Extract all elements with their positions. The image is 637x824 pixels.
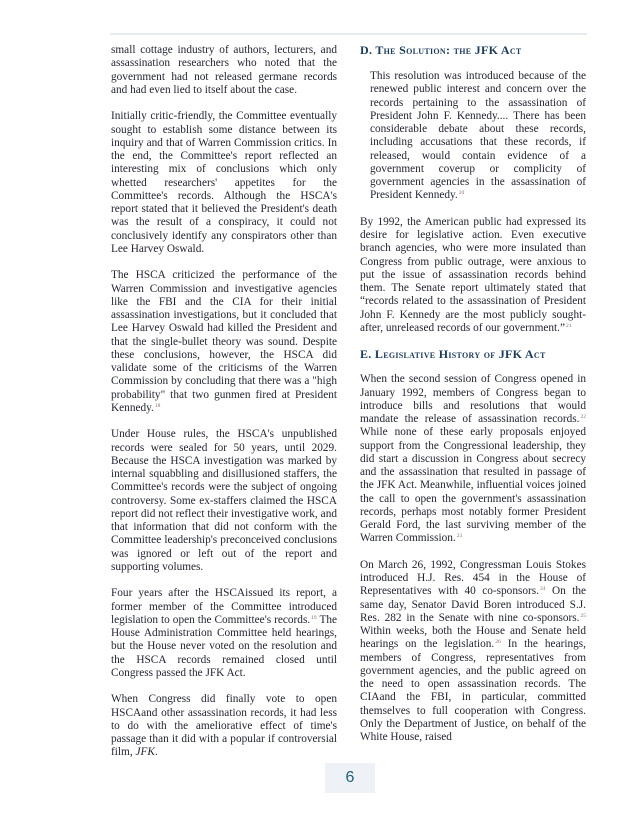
paragraph-text: Within weeks, both the House and Senate held hearings on the legislation. [360, 625, 586, 651]
paragraph-text: The House Administration Committee held hearings, but the House never voted on the resolution and the HSCA records remained closed until Congress passed the JFK Act. [111, 613, 338, 679]
paragraph-text: Four years after the HSCAissued its report, a former member of the Committee introduced legislation to open the Committee's records. [111, 587, 337, 626]
footnote-ref[interactable]: 22 [580, 414, 586, 420]
paragraph-text: In the hearings, members of Congress, representatives from government agencies, and the public agreed on the need to open assassination records. The CIAand the FBI, in particular, committed themselves to full cooperation with Congress. Only the Department of Justice, on behalf of the White House, raised [360, 638, 587, 743]
paragraph-text: When the second session of Congress opened in January 1992, members of Congress began to introduce bills and resolutions that would mandate the release of assassination records. [360, 373, 586, 425]
footnote-ref[interactable]: 19 [311, 614, 317, 621]
quote-text: This resolution was introduced because of the renewed public interest and concern over the records pertaining to the assassination of President John F. Kennedy.... There has been considerable debate about these records, including accusations that these records, if released, would contain evidence of a government coverup or complicity of government agencies in the assassination of President Kennedy. [370, 70, 586, 202]
paragraph-end: . [154, 746, 158, 759]
block-quote [370, 70, 586, 203]
spacer [360, 361, 586, 373]
paragraph [360, 216, 586, 335]
footnote-ref[interactable]: 26 [495, 639, 501, 646]
paragraph: Under House rules, the HSCA's unpublished records were sealed for 50 years, until 2029. Because the HSCA investigation was marked by internal squabbling and disillusioned staffers, the Committee's records were the subject of ongoing controversy. Some ex-staffers claimed the HSCA report did not reflect their investigative work, and that information that did not conform with the Committee leadership's preconceived conclusions was ignored or left out of the report and supporting volumes. [111, 428, 337, 573]
paragraph-text: When Congress did finally vote to open HSCAand other assassination records, it had less to do with the ameliorative effect of time's passage than it did with a popular if controversial film, [111, 693, 337, 759]
footnote-ref[interactable]: 24 [540, 586, 546, 593]
paragraph: small cottage industry of authors, lecturers, and assassination researchers who noted that the government had not released germane records and had even lied to itself about the case. [111, 44, 337, 96]
paragraph [360, 559, 586, 745]
paragraph-text: While none of these early proposals enjoyed support from the Congressional leadership, they did start a discussion in Congress about secrecy and the assassination that resulted in passage of the JFK Act. Meanwhile, influential voices joined the call to open the government's assassination records, perhaps most notably former President Gerald Ford, the last surviving member of the Warren Commission. [360, 426, 586, 545]
right-column [360, 44, 586, 758]
section-heading-d: D. The Solution: the JFK Act [360, 43, 522, 57]
film-title: JFK [135, 746, 155, 759]
paragraph-text: On the same day, Senator David Boren introduced S.J. Res. 282 in the Senate with nine co-sponsors. [360, 585, 586, 624]
header-rule [110, 33, 587, 35]
paragraph: Initially critic-friendly, the Committee eventually sought to establish some distance between its inquiry and that of Warren Commission critics. In the end, the Committee's report reflected an interesting mix of conclusions which only whetted researchers' appetites for the Committee's records. Although the HSCA's report stated that it believed the President's death was the result of a conspiracy, it could not conclusively identify any conspirators other than Lee Harvey Oswald. [111, 110, 337, 255]
footnote-ref[interactable]: 23 [456, 533, 463, 540]
footnote-ref[interactable]: 21 [566, 322, 572, 329]
paragraph-text: On March 26, 1992, Congressman Louis Stokes introduced H.J. Res. 454 in the House of Representatives with 40 co-sponsors. [360, 558, 586, 598]
paragraph [111, 693, 337, 759]
paragraph [111, 587, 337, 680]
footnote-ref[interactable]: 20 [458, 190, 465, 197]
section-heading-e: E. Legislative History of JFK Act [360, 347, 546, 362]
paragraph [360, 373, 586, 545]
paragraph [111, 269, 337, 415]
left-column [111, 44, 337, 773]
footnote-ref[interactable]: 18 [154, 402, 161, 409]
paragraph-text: The HSCA criticized the performance of the Warren Commission and investigative agencies like the FBI and the CIA for their initial assassination investigations, but it concluded that Lee Harvey Oswald had killed the President and that the single-bullet theory was sound. Despite these conclusions, however, the HSCA did validate some of the criticisms of the Warren Commission by concluding that there was a "high probability" that two gunmen fired at President Kennedy. [111, 269, 337, 414]
page-number: 6 [345, 769, 355, 786]
paragraph-text: By 1992, the American public had expressed its desire for legislative action. Even executive branch agencies, who were more insulated than Congress from public outrage, were anxious to put the issue of assassination records behind them. The Senate report ultimately stated that “records related to the assassination of President John F. Kennedy are the most publicly sought-after, unreleased records of our government.” [360, 215, 586, 334]
page-number-box [325, 763, 375, 793]
footnote-ref[interactable]: 25 [580, 612, 586, 619]
